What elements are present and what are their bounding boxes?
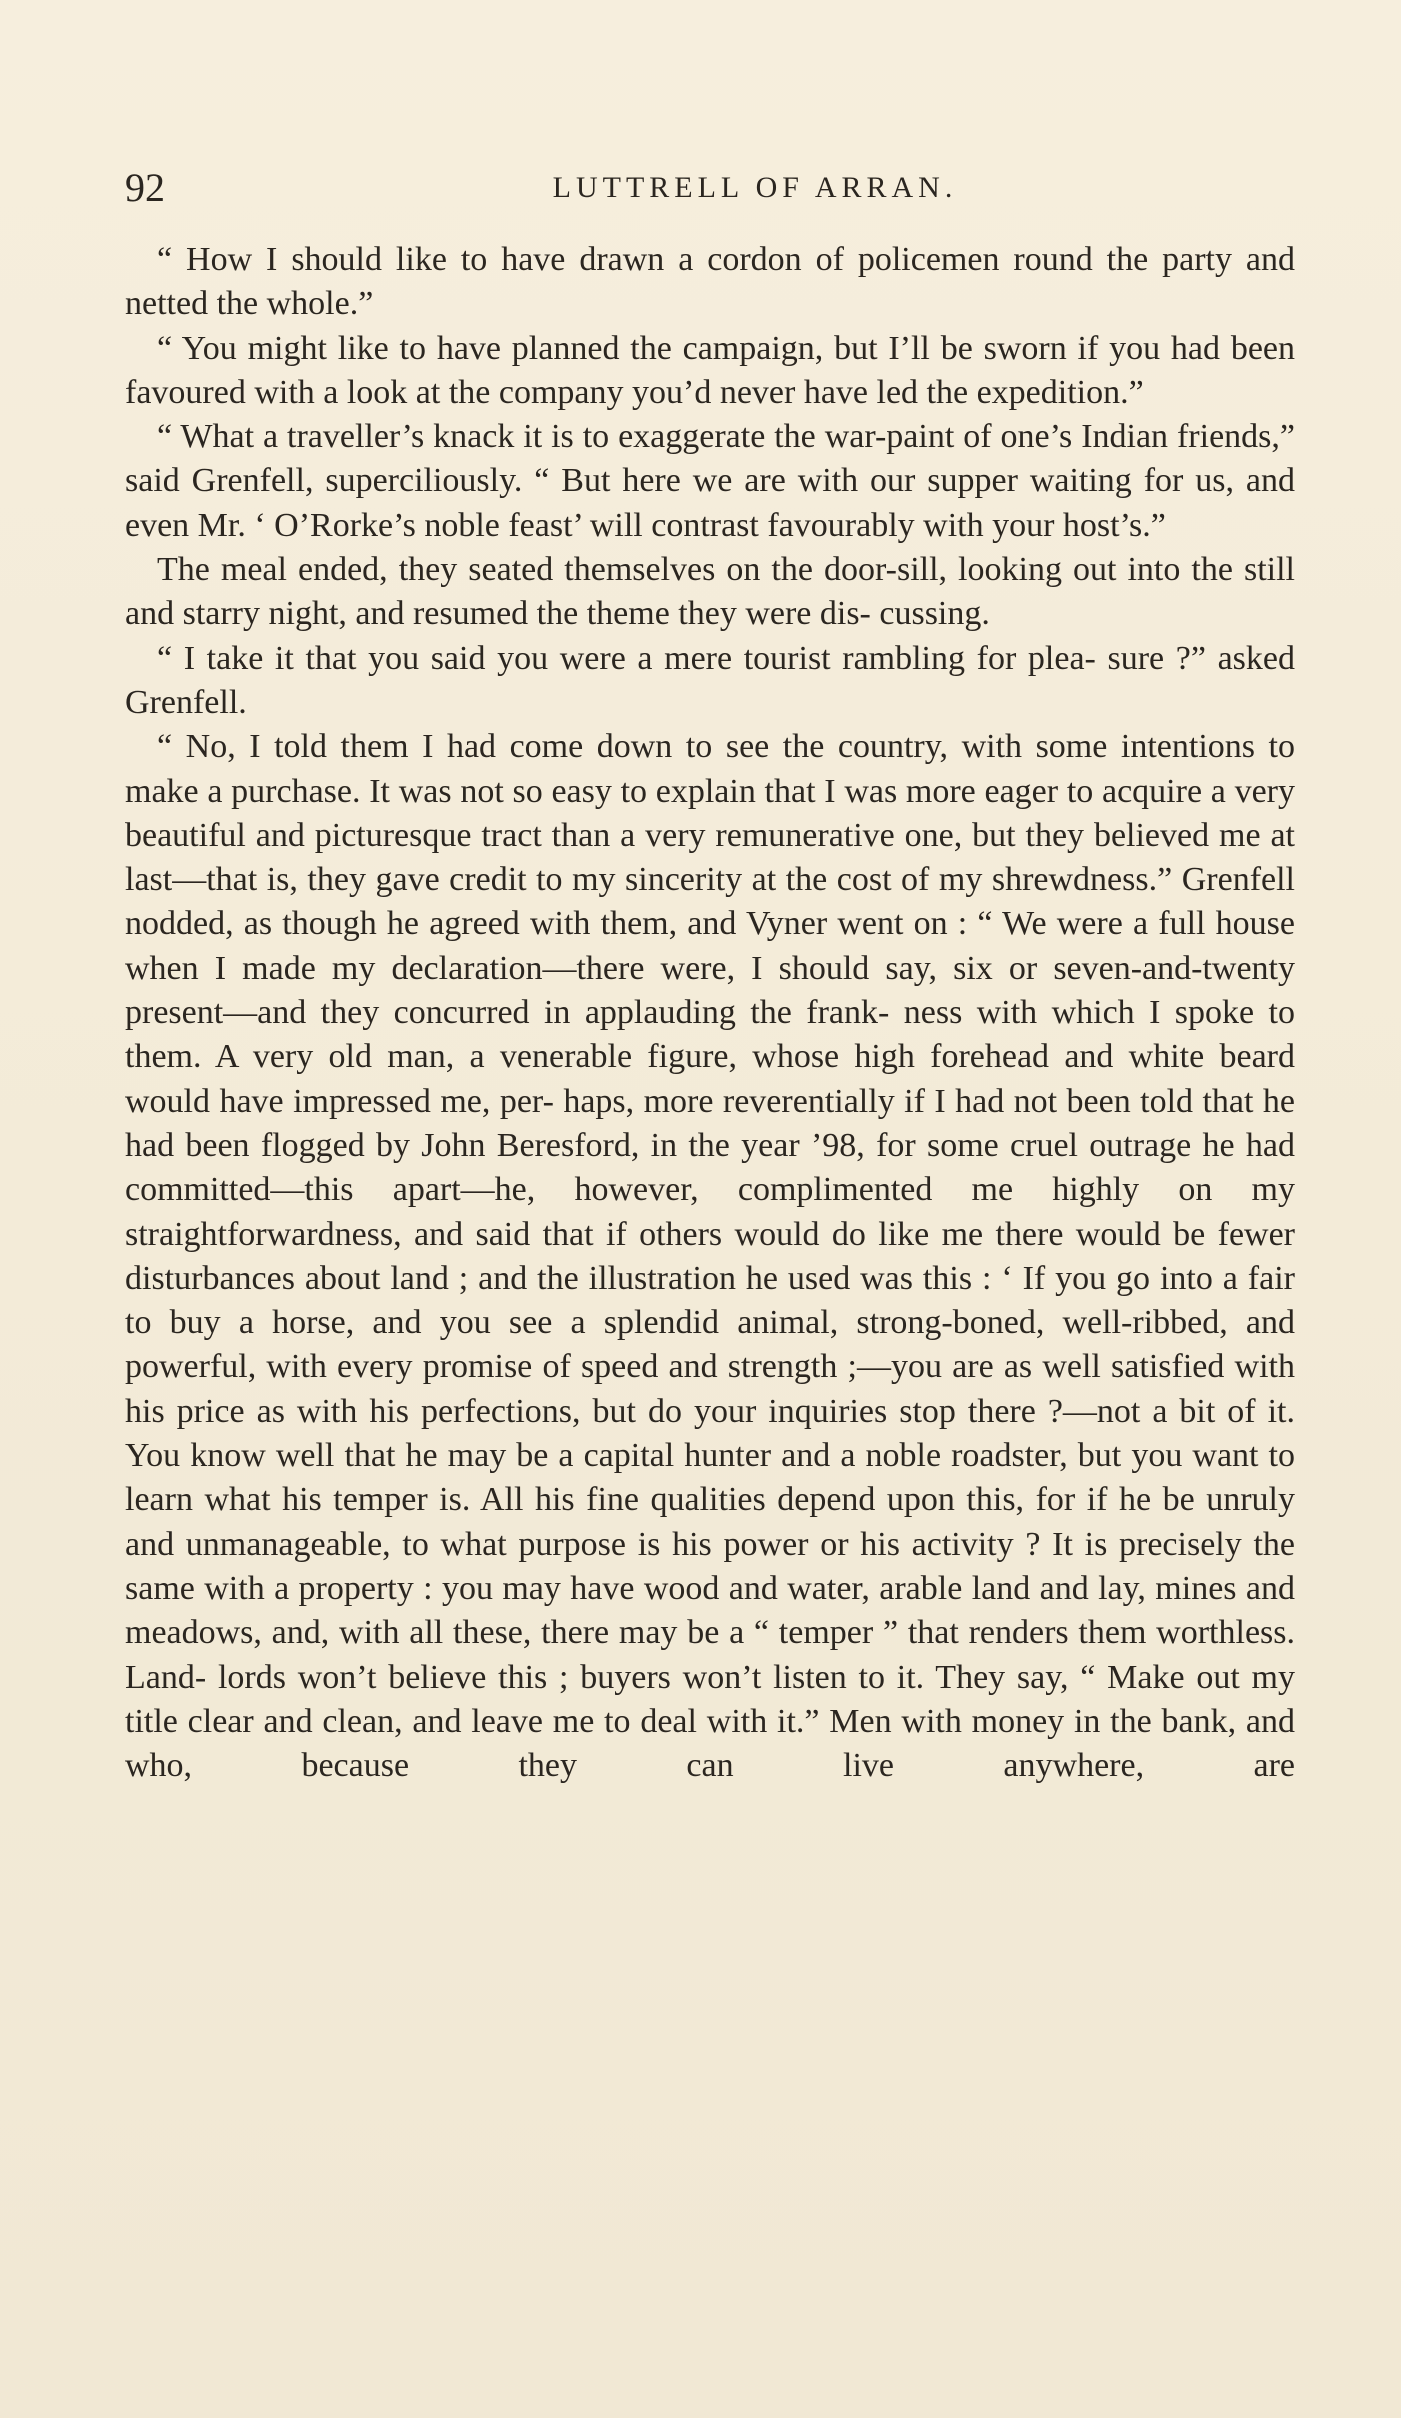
paragraph: “ You might like to have planned the campaign, but I’ll be sworn if you had been favoured with a look at the company you’d never have led the expedition.” (125, 329, 1295, 411)
paragraph: “ What a traveller’s knack it is to exaggerate the war-paint of one’s Indian friends,” said Grenfell, superciliously. “ But here we are with our supper waiting for us, and even Mr. ‘ O’Rorke’s noble feast’ will contrast favourably with your host’s.” (125, 418, 1295, 544)
paragraph: “ No, I told them I had come down to see the country, with some intentions to make a purchase. It was not so easy to explain that I was more eager to acquire a very beautiful and picturesque tract than a very remunerative one, but they believed me at last—that is, they gave credit to my sincerity at the cost of my shrewdness.” Grenfell nodded, as though he agreed with them, and Vyner went on : “ We were a full house when I made my declaration—there were, I should say, six or seven-and-twenty present—and they concurred in applauding the frank- ness with which I spoke to them. A very old man, a venerable figure, whose high forehead and white beard would have impressed me, per- haps, more reverentially if I had not been told that he had been flogged by John Beresford, in the year ’98, for some cruel outrage he had committed—this apart—he, however, complimented me highly on my straightforwardness, and said that if others would do like me there would be fewer disturbances about land ; and the illustration he used was this : ‘ If you go into a fair to buy a horse, and you see a splendid animal, strong-boned, well-ribbed, and powerful, with every promise of speed and strength ;—you are as well satisfied with his price as with his perfections, but do your inquiries stop there ?—not a bit of it. You know well that he may be a capital hunter and a noble roadster, but you want to learn what his temper is. All his fine qualities depend upon this, for if he be unruly and unmanageable, to what purpose is his power or his activity ? It is precisely the same with a property : you may have wood and water, arable land and lay, mines and meadows, and, with all these, there may be a “ temper ” that renders them worthless. Land- lords won’t believe this ; buyers won’t listen to it. They say, “ Make out my title clear and clean, and leave me to deal with it.” Men with money in the bank, and who, because they can live anywhere, are (125, 728, 1295, 1785)
body-text (125, 238, 1295, 1788)
paragraph: The meal ended, they seated themselves on the door-sill, looking out into the still and starry night, and resumed the theme they were dis- cussing. (125, 551, 1295, 633)
page-header (125, 163, 1295, 213)
paragraph: “ How I should like to have drawn a cordon of policemen round the party and netted the whole.” (125, 241, 1295, 323)
paragraph: “ I take it that you said you were a mere tourist rambling for plea- sure ?” asked Grenfell. (125, 639, 1295, 721)
page-number: 92 (125, 165, 165, 210)
running-head: LUTTRELL OF ARRAN. (552, 171, 958, 204)
